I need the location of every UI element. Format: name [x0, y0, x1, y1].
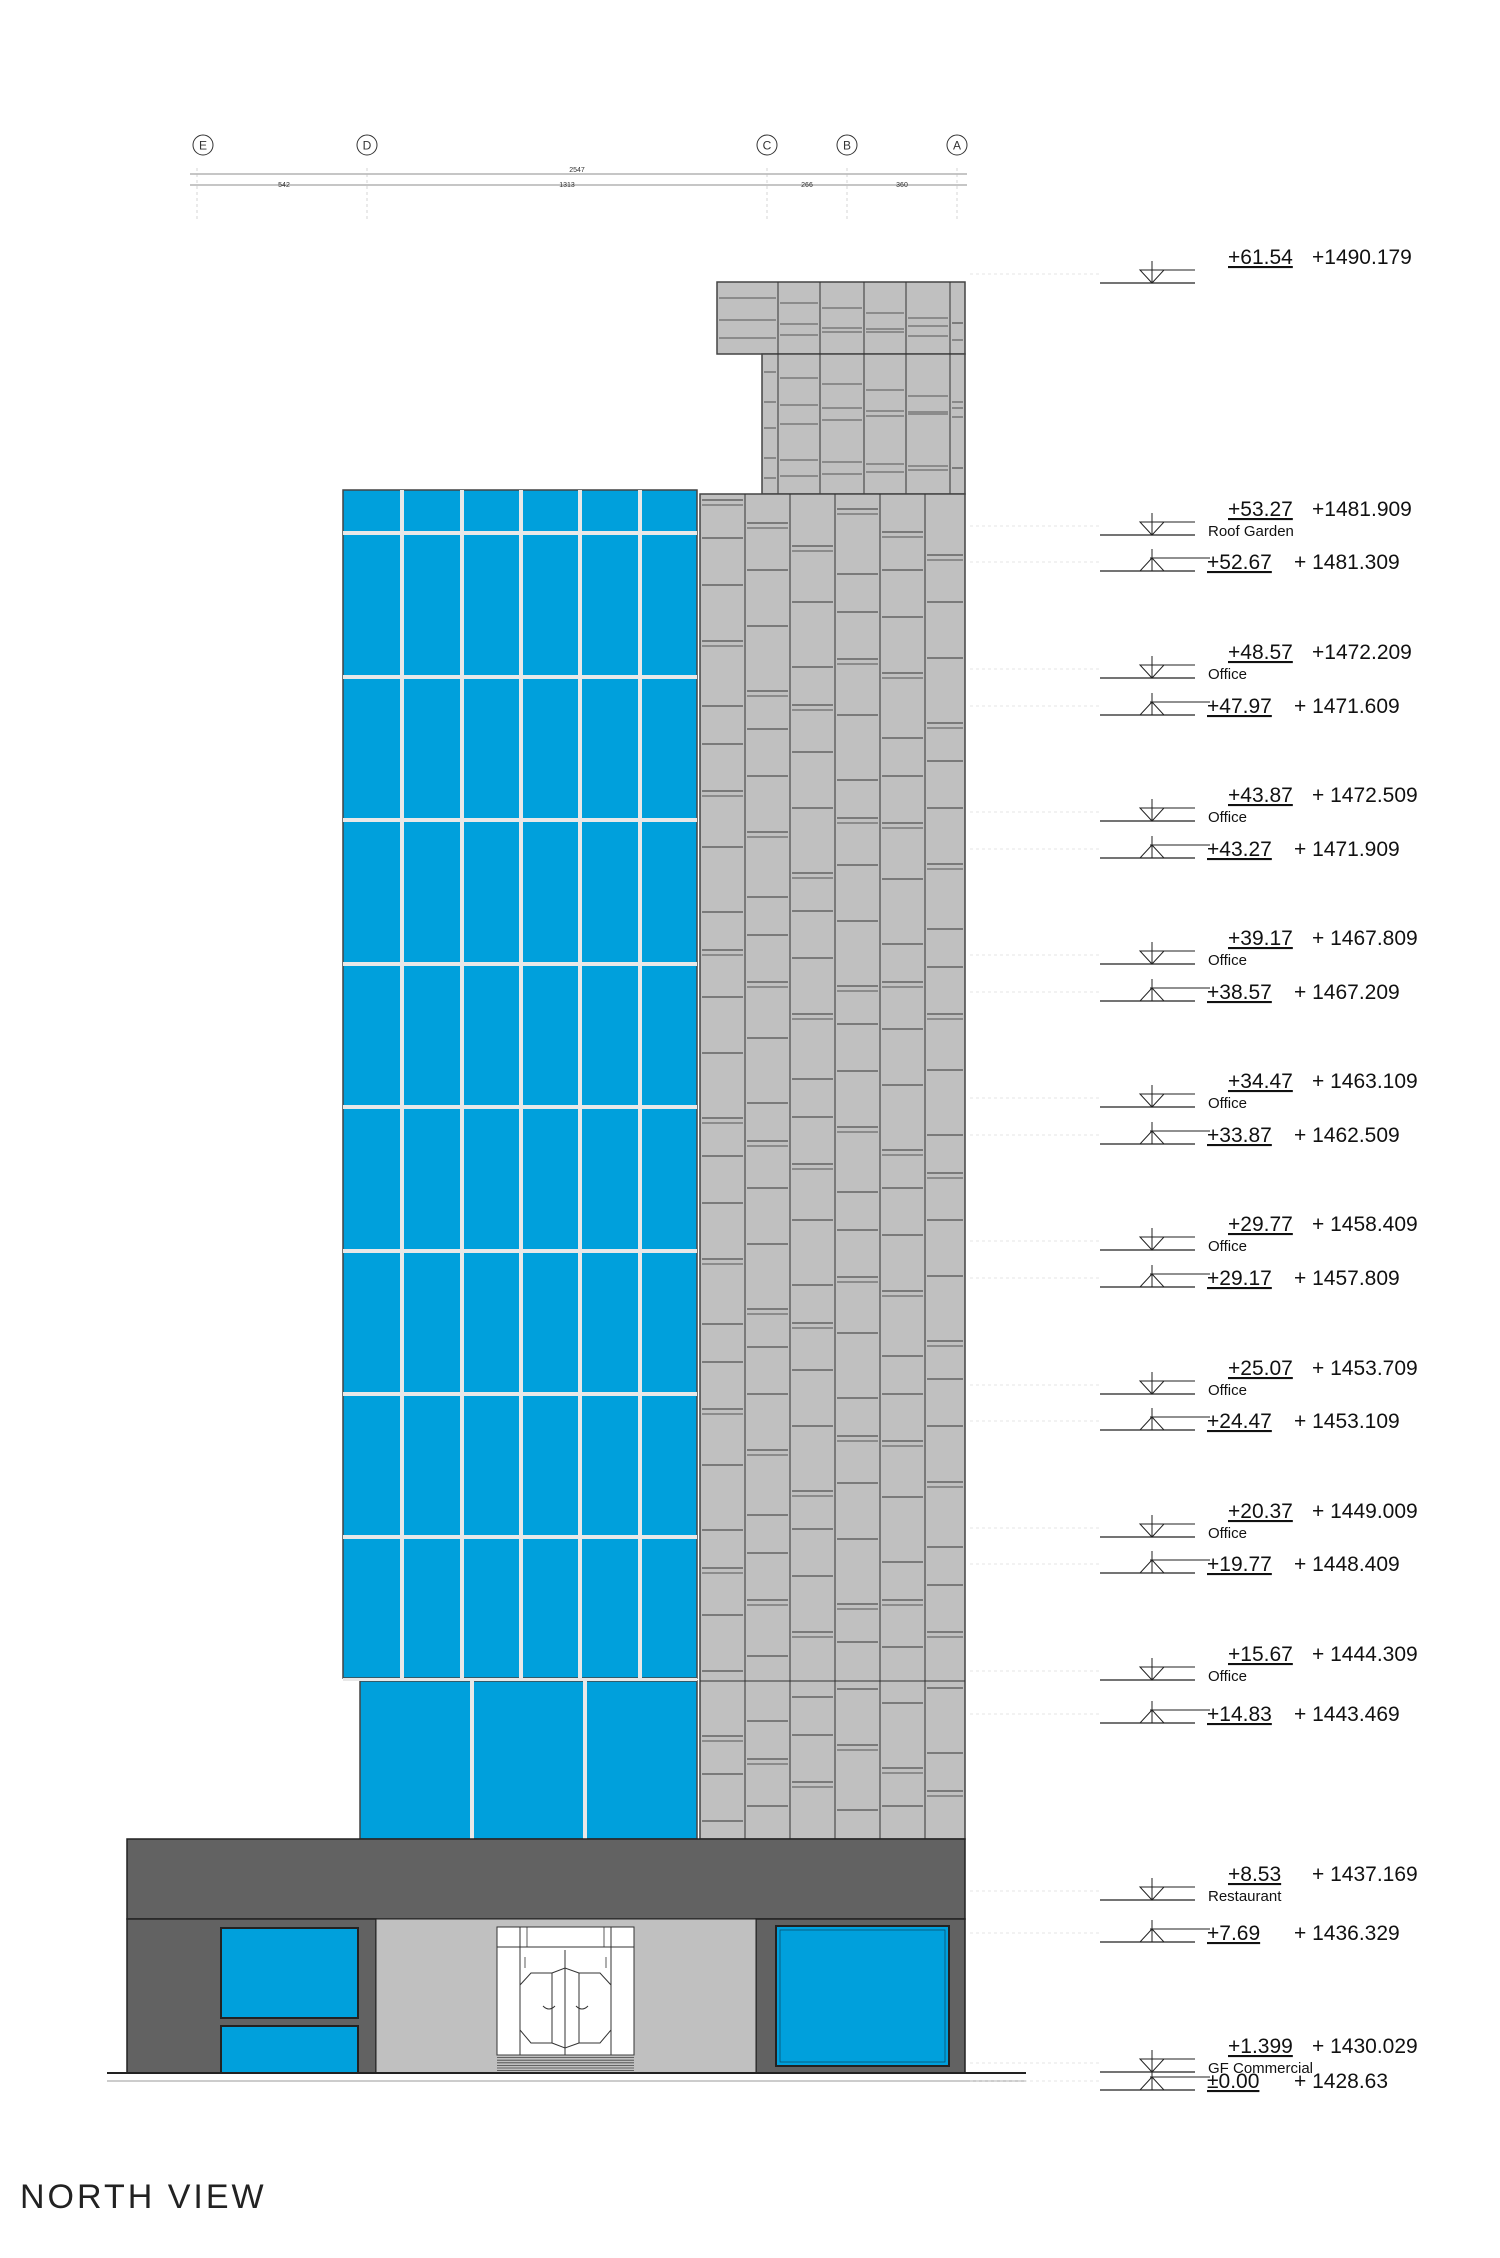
- level-upper-value: +39.17: [1228, 927, 1293, 950]
- level-lower-marker: [970, 1551, 1210, 1573]
- level-lower-marker: [970, 1265, 1210, 1287]
- glass-transom: [343, 531, 697, 535]
- level-upper-marker: [970, 656, 1195, 678]
- level-4: [970, 784, 1418, 861]
- level-upper-absolute: + 1472.509: [1312, 784, 1418, 807]
- level-lower-marker: [970, 836, 1210, 858]
- level-upper-absolute: +1472.209: [1312, 641, 1412, 664]
- level-upper-marker: [970, 1515, 1195, 1537]
- glass-transom-lower: [343, 1678, 697, 1681]
- glass-mullion: [578, 490, 582, 1678]
- level-upper-absolute: + 1430.029: [1312, 2035, 1418, 2058]
- level-lower-absolute: + 1436.329: [1294, 1922, 1400, 1945]
- rooftop-structure: [717, 282, 965, 494]
- glass-transom: [343, 1535, 697, 1539]
- level-lower-value: +19.77: [1207, 1553, 1272, 1576]
- level-upper-value: +8.53: [1228, 1863, 1282, 1886]
- level-label: GF Commercial: [1208, 2060, 1314, 2077]
- level-lower-value: +24.47: [1207, 1410, 1272, 1433]
- level-upper-value: +15.67: [1228, 1643, 1293, 1666]
- level-12: [970, 2035, 1418, 2093]
- grid-axis-a-label: A: [952, 138, 962, 153]
- level-lower-absolute: + 1443.469: [1294, 1703, 1400, 1726]
- podium: [127, 1839, 965, 2073]
- level-label: Office: [1208, 1238, 1247, 1255]
- level-lower-absolute: + 1462.509: [1294, 1124, 1400, 1147]
- level-10: [970, 1643, 1418, 1726]
- grid-axis-e: [193, 135, 213, 155]
- level-lower-marker: [970, 1122, 1210, 1144]
- glass-transom: [343, 675, 697, 679]
- level-8: [970, 1357, 1418, 1433]
- level-upper-absolute: + 1444.309: [1312, 1643, 1418, 1666]
- grid-axis-d-label: D: [362, 138, 372, 153]
- glass-mullion-lower: [470, 1681, 474, 1839]
- level-lower-value: ±0.00: [1207, 2070, 1260, 2093]
- level-label: Restaurant: [1208, 1888, 1282, 1905]
- dimension-overall: 2547: [569, 167, 585, 174]
- level-lower-value: +43.27: [1207, 838, 1272, 861]
- level-lower-value: +38.57: [1207, 981, 1272, 1004]
- level-lower-marker: [970, 1408, 1210, 1430]
- glass-mullion: [638, 490, 642, 1678]
- level-lower-absolute: + 1448.409: [1294, 1553, 1400, 1576]
- level-upper-marker: [970, 2050, 1195, 2072]
- level-upper-marker: [970, 261, 1195, 283]
- level-label: Office: [1208, 1095, 1247, 1112]
- level-1: [970, 246, 1412, 283]
- level-upper-value: +25.07: [1228, 1357, 1293, 1380]
- level-upper-marker: [970, 942, 1195, 964]
- level-9: [970, 1500, 1418, 1576]
- level-lower-marker: [970, 549, 1210, 571]
- glass-mullion-lower: [583, 1681, 587, 1839]
- level-upper-value: +43.87: [1228, 784, 1293, 807]
- level-upper-value: +48.57: [1228, 641, 1293, 664]
- level-upper-value: +1.399: [1228, 2035, 1293, 2058]
- level-upper-marker: [970, 1878, 1195, 1900]
- level-7: [970, 1213, 1418, 1290]
- level-upper-marker: [970, 1658, 1195, 1680]
- grid-axis-c-label: C: [762, 138, 772, 153]
- level-upper-absolute: + 1437.169: [1312, 1863, 1418, 1886]
- glass-transom: [343, 962, 697, 966]
- level-label: Roof Garden: [1208, 523, 1294, 540]
- level-upper-value: +29.77: [1228, 1213, 1293, 1236]
- level-lower-value: +33.87: [1207, 1124, 1272, 1147]
- level-lower-absolute: + 1467.209: [1294, 981, 1400, 1004]
- shop-window-left-top: [221, 1928, 358, 2018]
- level-label: Office: [1208, 952, 1247, 969]
- level-label: Office: [1208, 809, 1247, 826]
- glass-transom: [343, 1105, 697, 1109]
- level-lower-absolute: + 1428.63: [1294, 2070, 1389, 2093]
- level-upper-value: +53.27: [1228, 498, 1293, 521]
- shop-window-right: [776, 1926, 949, 2066]
- level-lower-marker: [970, 2068, 1210, 2090]
- level-lower-value: +52.67: [1207, 551, 1272, 574]
- glass-mullion: [400, 490, 404, 1678]
- level-6: [970, 1070, 1418, 1147]
- level-2: [970, 498, 1412, 574]
- level-upper-absolute: +1481.909: [1312, 498, 1412, 521]
- level-markers: [970, 246, 1418, 2093]
- level-upper-value: +61.54: [1228, 246, 1293, 269]
- grid-axis-d: [357, 135, 377, 155]
- level-lower-value: +47.97: [1207, 695, 1272, 718]
- glass-mullion: [460, 490, 464, 1678]
- level-upper-marker: [970, 1228, 1195, 1250]
- dimension-segment-3: 266: [801, 182, 813, 189]
- level-upper-absolute: +1490.179: [1312, 246, 1412, 269]
- level-upper-absolute: + 1467.809: [1312, 927, 1418, 950]
- level-upper-value: +20.37: [1228, 1500, 1293, 1523]
- level-label: Office: [1208, 1668, 1247, 1685]
- level-lower-value: +29.17: [1207, 1267, 1272, 1290]
- glass-transom: [343, 818, 697, 822]
- entrance-steps: [497, 2055, 634, 2071]
- grid-axis-a: [947, 135, 967, 155]
- level-3: [970, 641, 1412, 718]
- dimension-segment-2: 1313: [559, 182, 575, 189]
- level-lower-value: +7.69: [1207, 1922, 1261, 1945]
- level-lower-marker: [970, 979, 1210, 1001]
- glass-curtain-wall: [343, 490, 697, 1839]
- level-label: Office: [1208, 1525, 1247, 1542]
- podium-band: [127, 1839, 965, 1919]
- level-11: [970, 1863, 1418, 1945]
- glass-transom: [343, 1392, 697, 1396]
- level-label: Office: [1208, 1382, 1247, 1399]
- level-5: [970, 927, 1418, 1004]
- level-upper-marker: [970, 1372, 1195, 1394]
- grid-axes: [193, 135, 967, 155]
- grid-axis-e-label: E: [198, 138, 208, 153]
- level-upper-marker: [970, 1085, 1195, 1107]
- glass-mullion: [519, 490, 523, 1678]
- cladding-facade: [700, 494, 965, 1839]
- level-lower-absolute: + 1453.109: [1294, 1410, 1400, 1433]
- level-upper-marker: [970, 799, 1195, 821]
- dimension-segment-1: 542: [278, 182, 290, 189]
- shop-window-left-bottom: [221, 2026, 358, 2073]
- level-upper-absolute: + 1453.709: [1312, 1357, 1418, 1380]
- glass-lower-body: [360, 1681, 697, 1839]
- drawing-title: NORTH VIEW: [20, 2178, 267, 2216]
- level-upper-absolute: + 1449.009: [1312, 1500, 1418, 1523]
- grid-axis-b-label: B: [842, 138, 852, 153]
- level-lower-absolute: + 1471.909: [1294, 838, 1400, 861]
- dimension-segment-4: 360: [896, 182, 908, 189]
- level-lower-marker: [970, 693, 1210, 715]
- level-label: Office: [1208, 666, 1247, 683]
- glass-transom: [343, 1249, 697, 1253]
- building-elevation: [107, 282, 1026, 2081]
- grid-axis-c: [757, 135, 777, 155]
- level-lower-value: +14.83: [1207, 1703, 1272, 1726]
- level-upper-marker: [970, 513, 1195, 535]
- level-upper-value: +34.47: [1228, 1070, 1293, 1093]
- level-lower-marker: [970, 1701, 1210, 1723]
- entrance-door: [497, 1927, 634, 2055]
- level-lower-absolute: + 1471.609: [1294, 695, 1400, 718]
- level-upper-absolute: + 1458.409: [1312, 1213, 1418, 1236]
- level-lower-marker: [970, 1920, 1210, 1942]
- level-lower-absolute: + 1481.309: [1294, 551, 1400, 574]
- level-upper-absolute: + 1463.109: [1312, 1070, 1418, 1093]
- grid-axis-b: [837, 135, 857, 155]
- dimension-strings: [190, 167, 967, 222]
- level-lower-absolute: + 1457.809: [1294, 1267, 1400, 1290]
